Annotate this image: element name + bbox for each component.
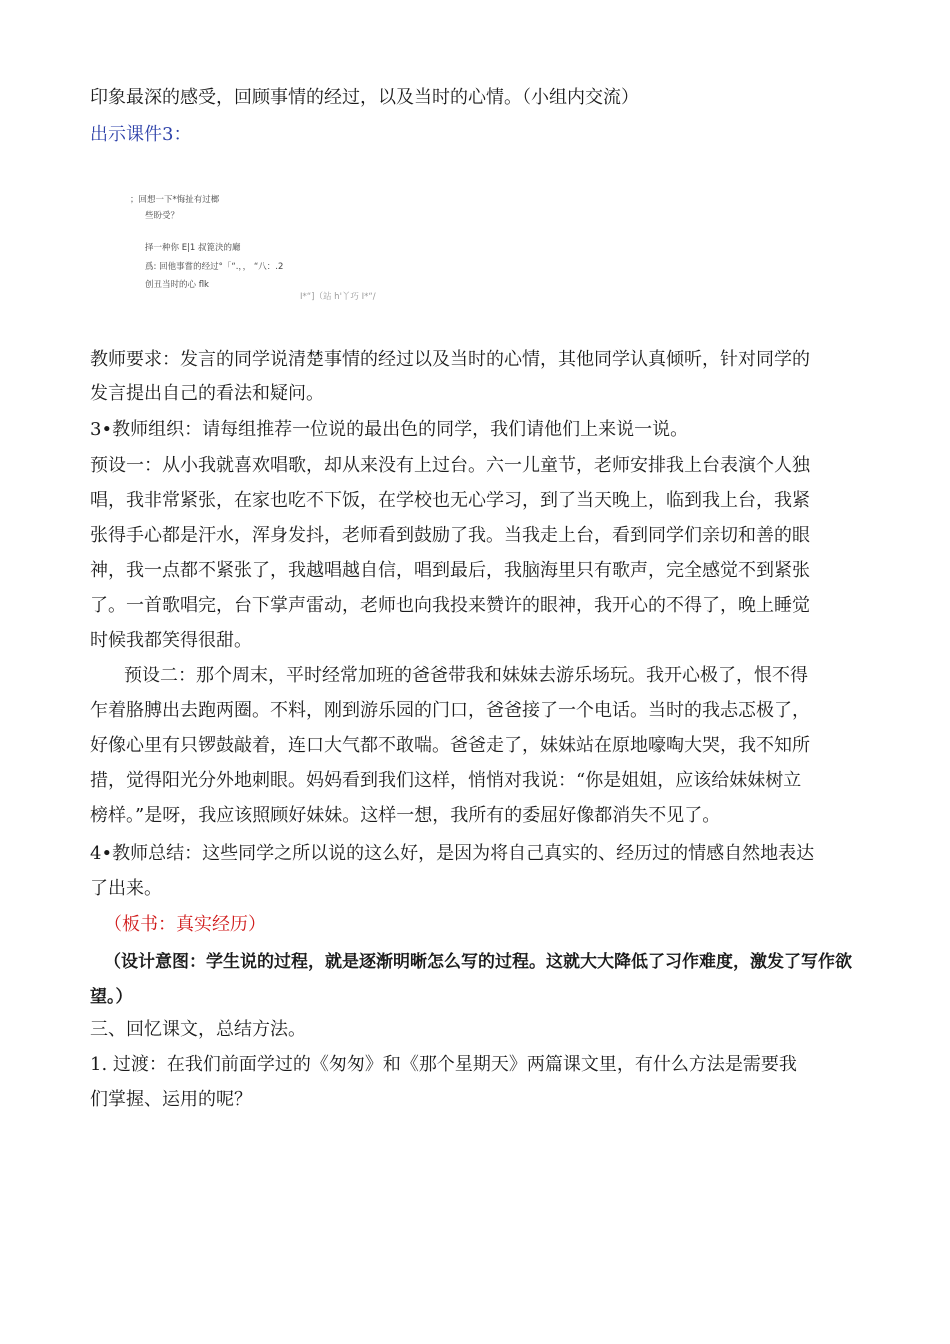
slide-line: 爲: 回他事嘗的经过°「“.，， “八：.2 [145,262,284,272]
teacher-requirement-line1: 教师要求：发言的同学说清楚事情的经过以及当时的心情，其他同学认真倾听，针对同学的 [90,349,810,370]
preset1-line: 预设一：从小我就喜欢唱歌，却从来没有上过台。六一儿童节，老师安排我上台表演个人独 [90,455,810,476]
preset1-line: 唱，我非常紧张，在家也吃不下饭，在学校也无心学习，到了当天晚上，临到我上台，我紧 [90,490,810,511]
section3-heading: 三、回忆课文，总结方法。 [90,1019,306,1040]
courseware-label: 出示课件3： [90,124,192,145]
step4-summary-line1: 4•教师总结：这些同学之所以说的这么好，是因为将自己真实的、经历过的情感自然地表达 [90,843,815,864]
preset2-line: 乍着胳膊出去跑两圈。不料，刚到游乐园的门口，爸爸接了一个电话。当时的我忐忑极了， [90,700,810,721]
intro-line: 印象最深的感受，回顾事情的经过，以及当时的心情。（小组内交流） [90,87,639,108]
preset2-line: 好像心里有只锣鼓敲着，连口大气都不敢喘。爸爸走了，妹妹站在原地嚎啕大哭，我不知所 [90,735,810,756]
slide-line: 择一种你 E|1 叔篦決的廰 [145,243,241,253]
preset2-line: 预设二：那个周末，平时经常加班的爸爸带我和妹妹去游乐场玩。我开心极了，恨不得 [124,665,808,686]
preset1-line: 了。一首歌唱完，台下掌声雷动，老师也向我投来赞许的眼神，我开心的不得了，晚上睡觉 [90,595,810,616]
preset1-line: 神，我一点都不紧张了，我越唱越自信，唱到最后，我脑海里只有歌声，完全感觉不到紧张 [90,560,810,581]
slide-line: 创丑当时的心 flk [145,280,209,290]
preset1-line: 时候我都笑得很甜。 [90,630,252,651]
step4-summary-line2: 了出来。 [90,878,162,899]
step3-teacher-organize: 3•教师组织：请每组推荐一位说的最出色的同学，我们请他们上来说一说。 [90,419,689,440]
preset2-line: 榜样。”是呀，我应该照顾好妹妹。这样一想，我所有的委屈好像都消失不见了。 [90,805,721,826]
teacher-requirement-line2: 发言提出自己的看法和疑问。 [90,383,324,404]
slide-line: I*“]（站 h'丫巧 I*“/ [300,292,376,302]
preset2-line: 措，觉得阳光分外地刺眼。妈妈看到我们这样，悄悄对我说：“你是姐姐，应该给妹妹树立 [90,770,802,791]
transition-line1: 1. 过渡：在我们前面学过的《匆匆》和《那个星期天》两篇课文里，有什么方法是需要我 [90,1054,797,1075]
board-note: （板书：真实经历） [104,914,266,935]
preset1-line: 张得手心都是汗水，浑身发抖，老师看到鼓励了我。当我走上台，看到同学们亲切和善的眼 [90,525,810,546]
slide-line: 些盼受？ [145,211,180,221]
slide-line: ；回想一下*悔扯有过榔 [130,195,220,205]
design-intent-line1: （设计意图：学生说的过程，就是逐渐明晰怎么写的过程。这就大大降低了习作难度，激发了写作欲 [104,952,852,972]
design-intent-line2: 望。） [90,987,133,1007]
transition-line2: 们掌握、运用的呢？ [90,1089,252,1110]
